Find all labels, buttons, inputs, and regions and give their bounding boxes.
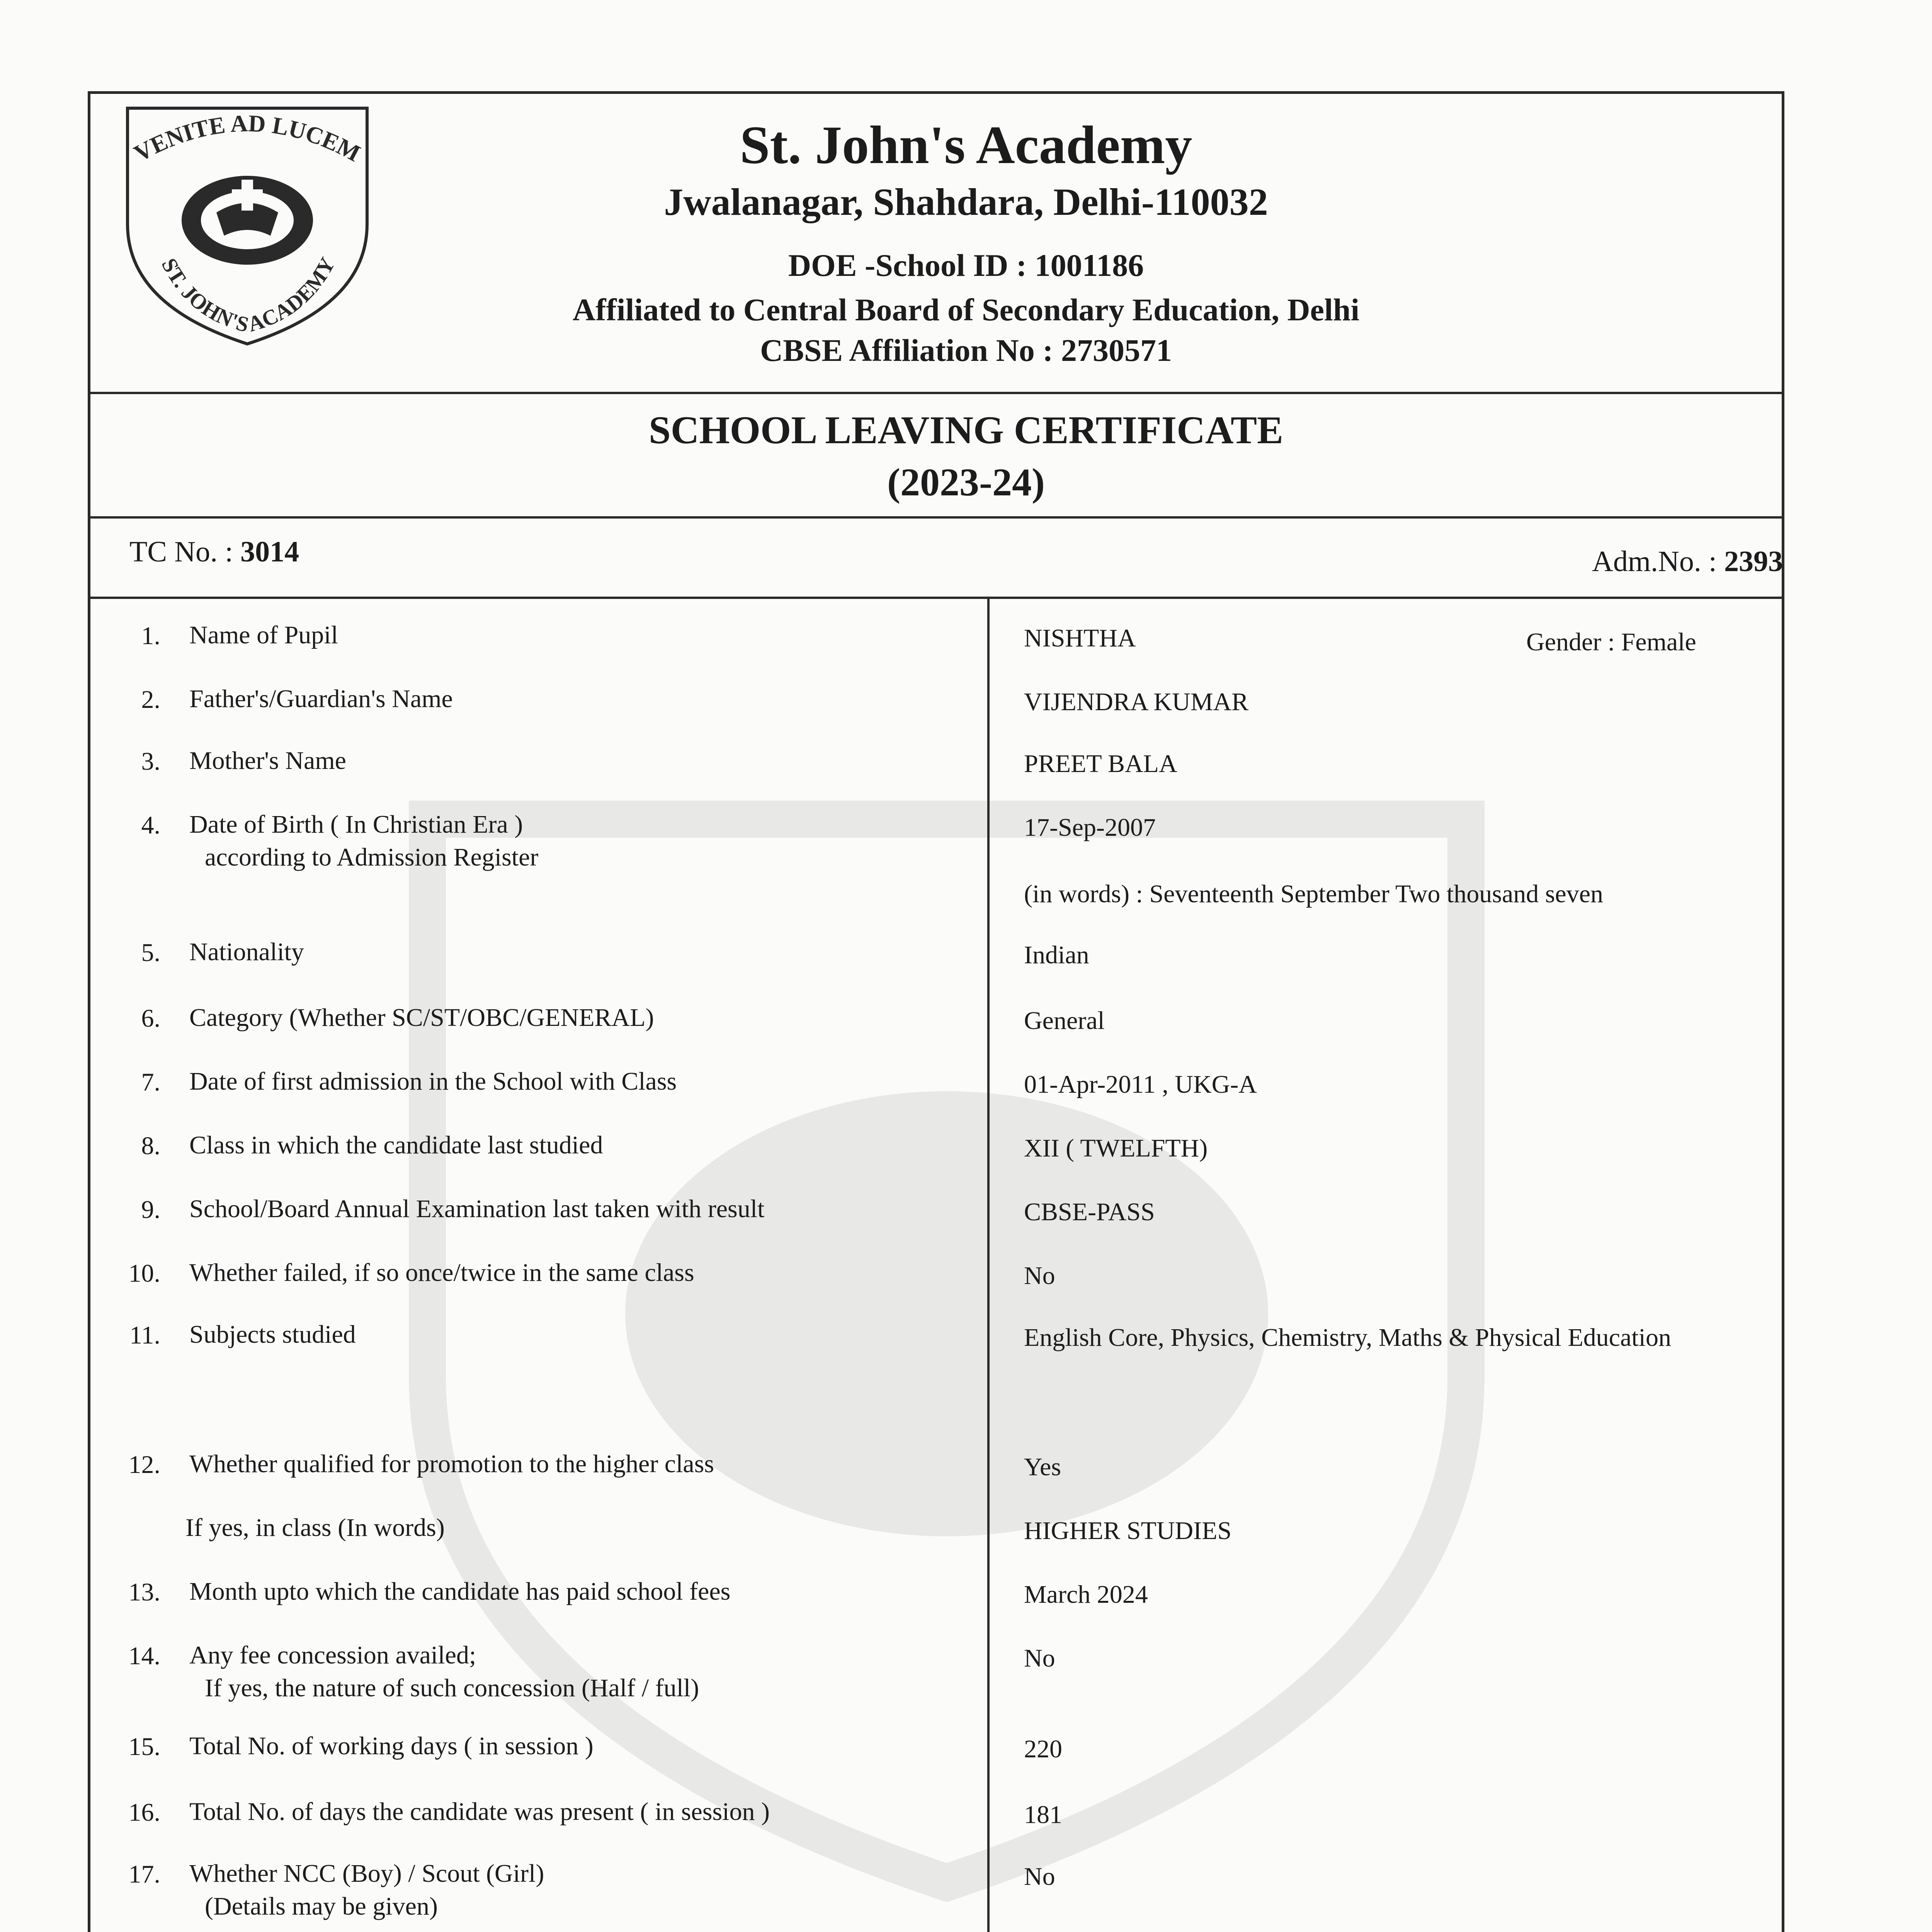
divider [88, 392, 1784, 394]
row-value: NISHTHA [1024, 624, 1136, 652]
row-value: No [1024, 1644, 1055, 1672]
row-value: 220 [1024, 1735, 1062, 1763]
row-value: General [1024, 1007, 1105, 1035]
row-value: No [1024, 1862, 1055, 1891]
row-label: Total No. of working days ( in session ) [189, 1732, 594, 1760]
svg-text:VENITE AD LUCEM [130, 111, 364, 167]
tc-number [129, 535, 299, 569]
row-value: CBSE-PASS [1024, 1198, 1155, 1226]
doe-school-id: DOE -School ID : 1001186 [788, 248, 1144, 283]
row-number: 9. [141, 1196, 160, 1224]
row-label: Month upto which the candidate has paid school fees [189, 1577, 731, 1605]
row-number: 10. [128, 1259, 160, 1287]
row-number: 8. [141, 1132, 160, 1160]
row-number: 14. [128, 1642, 160, 1670]
row-label: Name of Pupil [189, 621, 338, 649]
row-value: 181 [1024, 1801, 1062, 1829]
row-value: PREET BALA [1024, 750, 1177, 778]
row-label: If yes, in class (In words) [185, 1514, 445, 1542]
row-number: 1. [141, 622, 160, 650]
row-value: HIGHER STUDIES [1024, 1517, 1232, 1545]
row-number: 16. [128, 1798, 160, 1827]
row-value: No [1024, 1262, 1055, 1290]
seal-motto: VENITE AD LUCEM [130, 110, 365, 167]
row-label: Any fee concession availed; [189, 1641, 476, 1669]
row-number: 13. [128, 1578, 160, 1606]
row-number: 7. [141, 1068, 160, 1096]
row-value: Indian [1024, 941, 1089, 969]
row-label: Mother's Name [189, 747, 346, 775]
affiliation-line: Affiliated to Central Board of Secondary Education, Delhi [572, 292, 1360, 327]
gender-value: Gender : Female [1526, 628, 1696, 656]
row-label: Whether failed, if so once/twice in the same class [189, 1259, 694, 1287]
certificate-session: (2023-24) [887, 461, 1045, 504]
cbse-affiliation-no: CBSE Affiliation No : 2730571 [760, 333, 1172, 368]
admission-number [1592, 545, 1783, 578]
row-label-line2: (Details may be given) [205, 1892, 438, 1920]
row-label: School/Board Annual Examination last taken with result [189, 1195, 765, 1223]
row-label: Subjects studied [189, 1320, 356, 1349]
school-address: Jwalanagar, Shahdara, Delhi-110032 [664, 180, 1268, 223]
row-label-line2: If yes, the nature of such concession (Half / full) [205, 1674, 699, 1702]
row-label: Category (Whether SC/ST/OBC/GENERAL) [189, 1003, 654, 1032]
row-label: Date of first admission in the School with Class [189, 1067, 677, 1095]
row-label: Nationality [189, 938, 304, 966]
row-number: 15. [128, 1733, 160, 1761]
row-number: 6. [141, 1004, 160, 1032]
row-number: 4. [141, 811, 160, 839]
row-label: Whether NCC (Boy) / Scout (Girl) [189, 1859, 544, 1888]
row-value: XII ( TWELFTH) [1024, 1134, 1208, 1162]
tc-label: TC No. : [129, 536, 241, 568]
row-value: Yes [1024, 1453, 1061, 1481]
column-divider [987, 597, 990, 1932]
divider [88, 597, 1784, 599]
row-number: 2. [141, 685, 160, 714]
row-label: Date of Birth ( In Christian Era ) [189, 810, 523, 838]
row-value: 01-Apr-2011 , UKG-A [1024, 1070, 1257, 1099]
row-number: 3. [141, 747, 160, 776]
seal-ring-text: ST. JOHN'S ACADEMY [156, 253, 340, 338]
row-value: March 2024 [1024, 1580, 1148, 1609]
row-value: English Core, Physics, Chemistry, Maths & Physical Education [1024, 1323, 1671, 1352]
certificate-title: SCHOOL LEAVING CERTIFICATE [648, 408, 1284, 452]
row-number: 11. [129, 1321, 160, 1349]
row-number: 12. [128, 1451, 160, 1479]
row-value: VIJENDRA KUMAR [1024, 688, 1249, 716]
row-label: Father's/Guardian's Name [189, 685, 453, 713]
school-name: St. John's Academy [740, 115, 1192, 175]
row-value-words: (in words) : Seventeenth September Two thousand seven [1024, 880, 1604, 908]
row-value: 17-Sep-2007 [1024, 813, 1156, 842]
adm-label: Adm.No. : [1592, 545, 1724, 578]
row-label: Whether qualified for promotion to the higher class [189, 1450, 714, 1478]
row-label: Class in which the candidate last studied [189, 1131, 603, 1159]
row-number: 17. [128, 1860, 160, 1888]
row-number: 5. [141, 939, 160, 967]
row-label-line2: according to Admission Register [205, 843, 539, 871]
tc-value: 3014 [240, 536, 299, 568]
svg-text:ST. JOHN'S ACADEMY [156, 253, 340, 337]
school-seal [116, 97, 379, 352]
row-label: Total No. of days the candidate was present ( in session ) [189, 1798, 770, 1826]
divider [88, 516, 1784, 519]
adm-value: 2393 [1724, 545, 1783, 578]
